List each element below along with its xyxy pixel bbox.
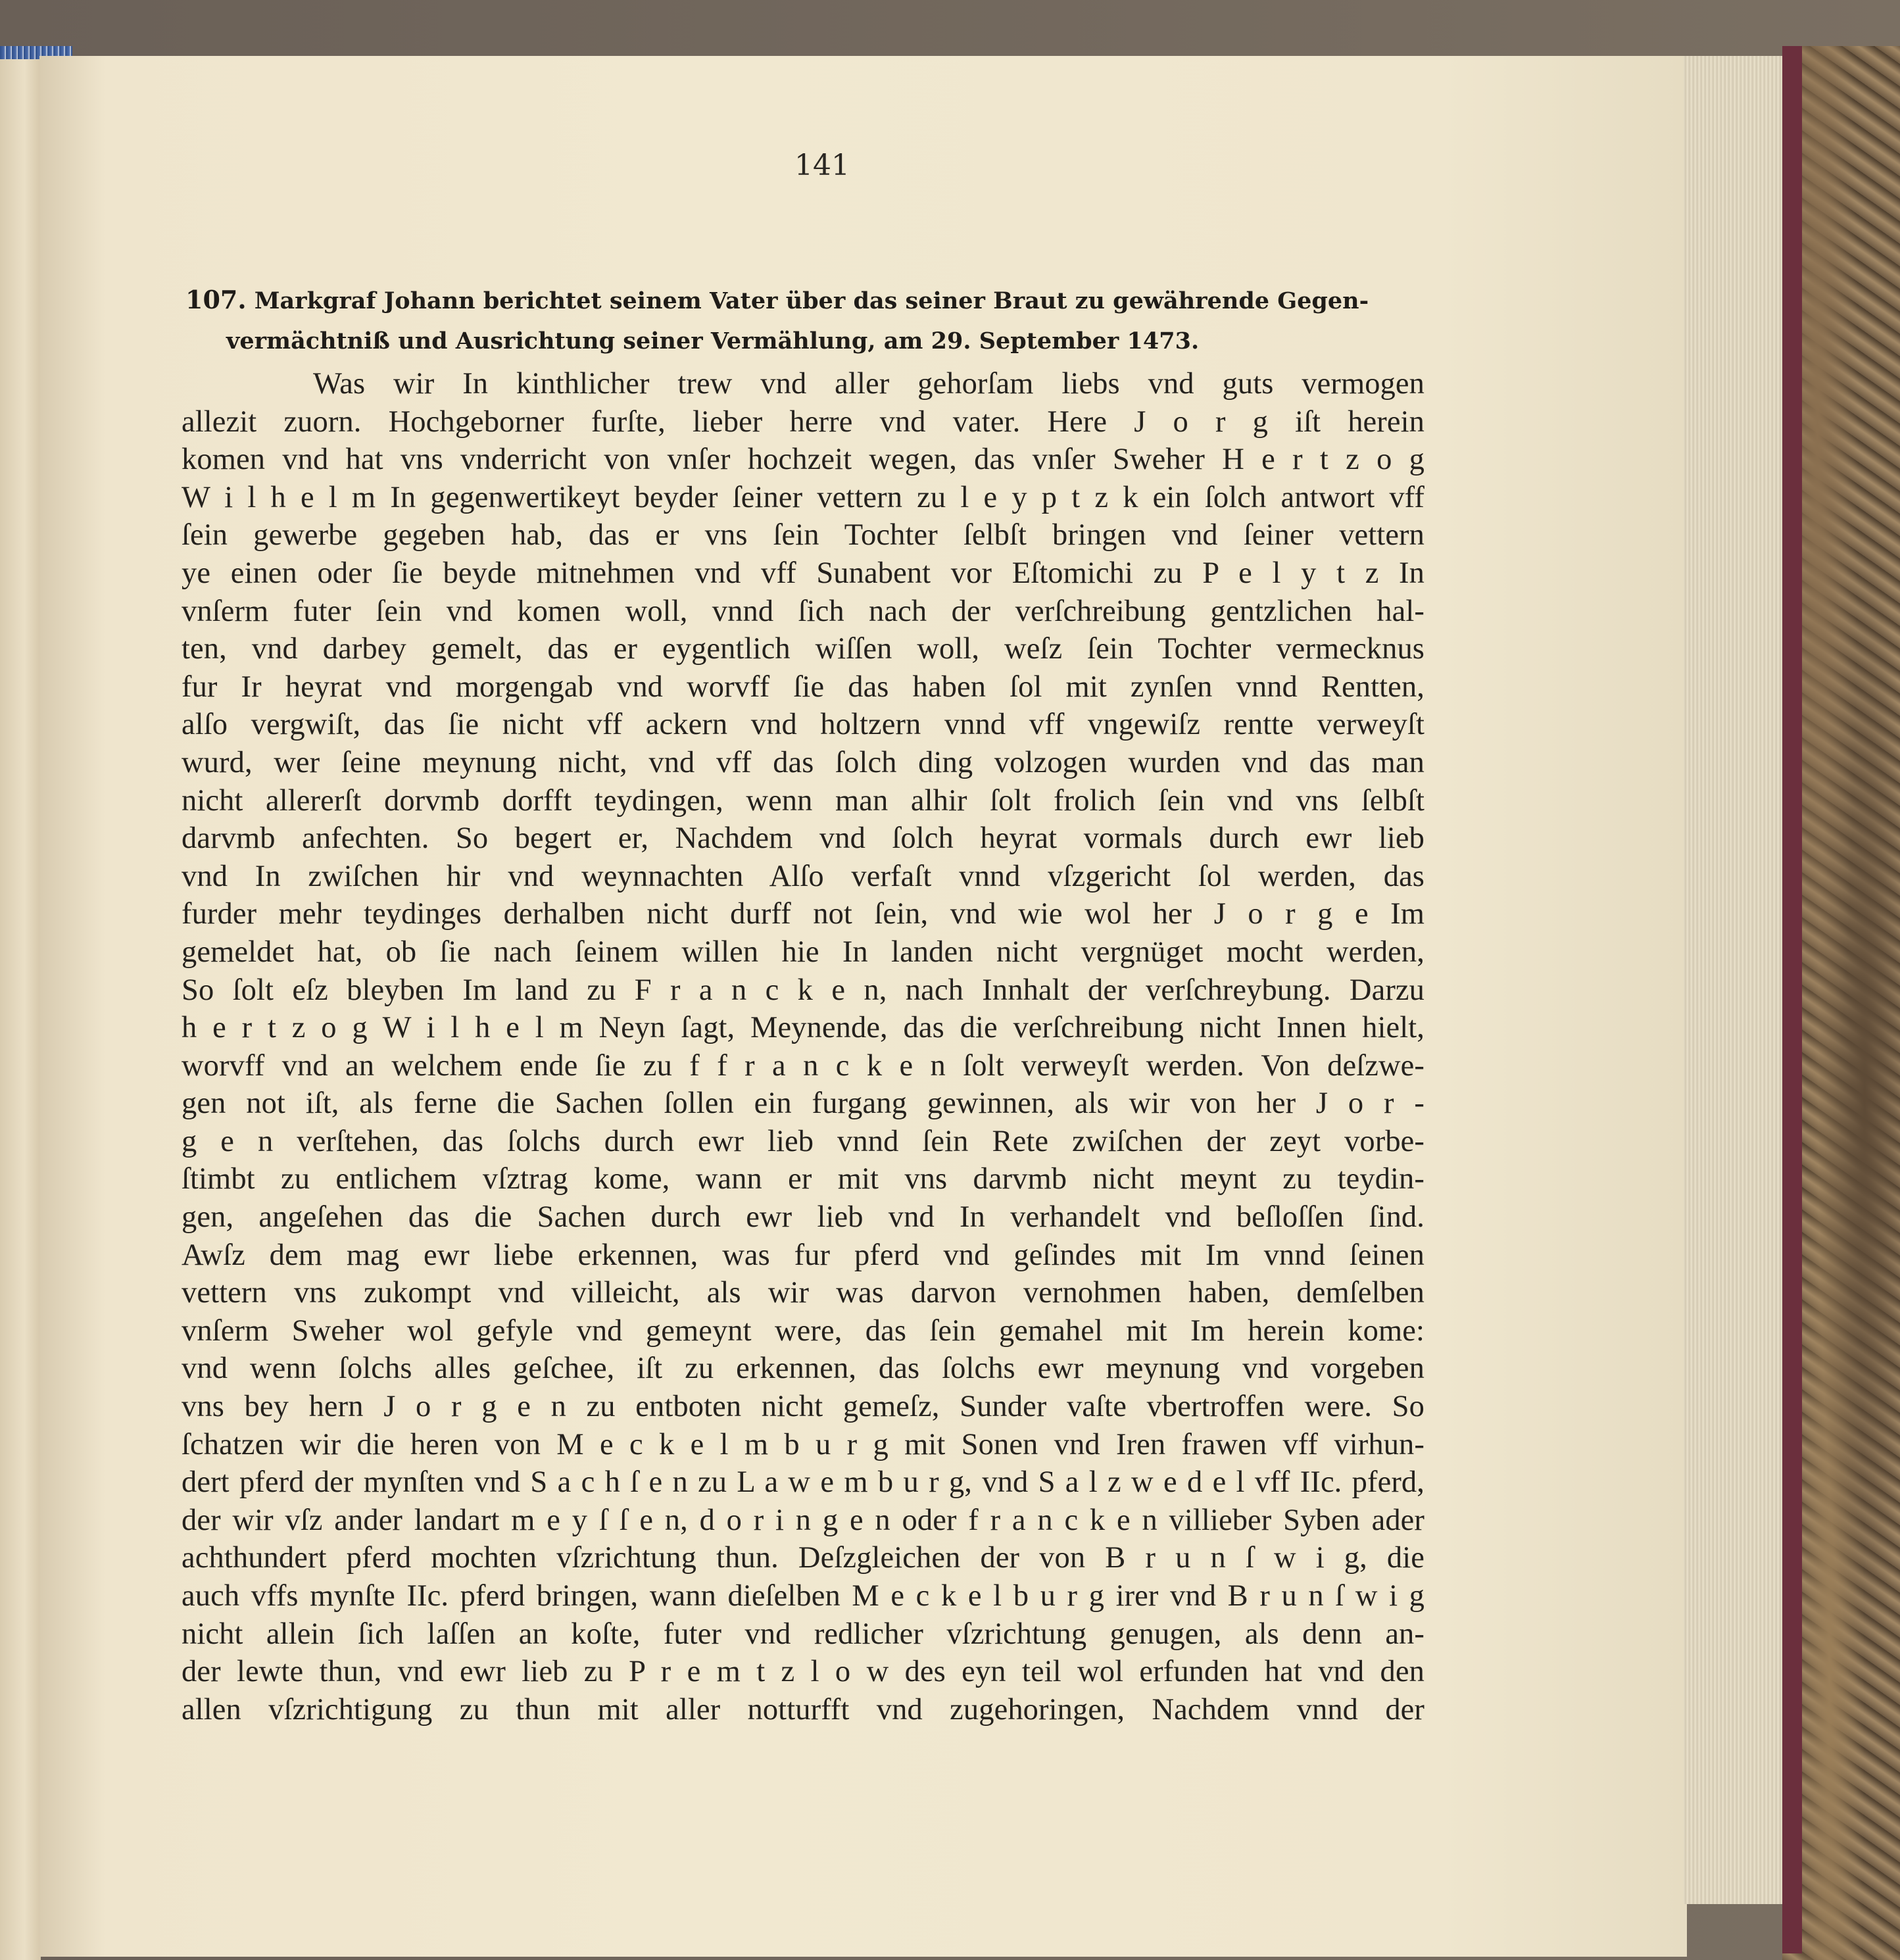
body-line: wurd, wer ſeine meynung nicht, vnd vff das ſolch ding volzogen wurden vnd das man bbox=[182, 745, 1425, 779]
body-line: worvff vnd an welchem ende ſie zu f f r a n c k e n ſolt verweyſt werden. Von deſzwe- bbox=[182, 1048, 1425, 1083]
body-text bbox=[182, 365, 1425, 1728]
body-line: nicht allererſt dorvmb dorfft teydingen, wenn man alhir ſolt frolich ſein vnd vns ſelbſt bbox=[182, 783, 1425, 818]
body-line: furder mehr teydinges derhalben nicht durff not ſein, vnd wie wol her J o r g e Im bbox=[182, 897, 1425, 931]
body-line: auch vffs mynſte IIc. pferd bringen, wann dieſelben M e c k e l b u r g irer vnd B r u n ſ w i g bbox=[182, 1579, 1425, 1613]
body-line: komen vnd hat vns vnderricht von vnſer hochzeit wegen, das vnſer Sweher H e r t z o g bbox=[182, 443, 1425, 477]
heading-line-1 bbox=[185, 280, 1422, 321]
page-edges bbox=[1684, 56, 1784, 1904]
body-line: ſtimbt zu entlichem vſztrag kome, wann er mit vns darvmb nicht meynt zu teydin- bbox=[182, 1162, 1425, 1196]
body-line: alſo vergwiſt, das ſie nicht vff ackern vnd holtzern vnnd vff vngewiſz rentte verweyſt bbox=[182, 708, 1425, 742]
cover-binding-edge bbox=[1782, 46, 1802, 1953]
heading-line-2: vermächtniß und Ausrichtung seiner Vermählung, am 29. September 1473. bbox=[226, 328, 1200, 355]
body-line: vnſerm Sweher wol gefyle vnd gemeynt were, das ſein gemahel mit Im herein kome: bbox=[182, 1313, 1425, 1348]
body-line: nicht allein ſich laſſen an koſte, futer vnd redlicher vſzrichtung genugen, als denn an- bbox=[182, 1617, 1425, 1651]
body-line: vnd wenn ſolchs alles geſchee, iſt zu erkennen, das ſolchs ewr meynung vnd vorgeben bbox=[182, 1352, 1425, 1386]
body-line: dert pferd der mynſten vnd S a c h ſ e n zu L a w e m b u r g, vnd S a l z w e d e l vff IIc. pferd, bbox=[182, 1465, 1425, 1500]
body-line: der wir vſz ander landart m e y ſ ſ e n, d o r i n g e n oder f r a n c k e n villieber Syben ader bbox=[182, 1503, 1425, 1537]
body-line: gemeldet hat, ob ſie nach ſeinem willen hie In landen nicht vergnüget mocht werden, bbox=[182, 935, 1425, 969]
body-line: W i l h e l m In gegenwertikeyt beyder ſeiner vettern zu l e y p t z k ein ſolch antwort vff bbox=[182, 480, 1425, 514]
body-line: achthundert pferd mochten vſzrichtung thun. Deſzgleichen der von B r u n ſ w i g, die bbox=[182, 1541, 1425, 1575]
body-line: darvmb anfechten. So begert er, Nachdem vnd ſolch heyrat vormals durch ewr lieb bbox=[182, 821, 1425, 856]
body-line: der lewte thun, vnd ewr lieb zu P r e m t z l o w des eyn teil wol erfunden hat vnd den bbox=[182, 1655, 1425, 1689]
body-line: ye einen oder ſie beyde mitnehmen vnd vff Sunabent vor Eſtomichi zu P e l y t z In bbox=[182, 556, 1425, 590]
body-line: ten, vnd darbey gemelt, das er eygentlich wiſſen woll, weſz ſein Tochter vermecknus bbox=[182, 632, 1425, 666]
body-line: vnd In zwiſchen hir vnd weynnachten Alſo verfaſt vnnd vſzgericht ſol werden, das bbox=[182, 859, 1425, 893]
document-heading bbox=[185, 280, 1422, 361]
body-line: allen vſzrichtigung zu thun mit aller notturfft vnd zugehoringen, Nachdem vnnd der bbox=[182, 1692, 1425, 1727]
body-line: g e n verſtehen, das ſolchs durch ewr lieb vnnd ſein Rete zwiſchen der zeyt vorbe- bbox=[182, 1124, 1425, 1158]
document-number: 107. bbox=[185, 285, 247, 314]
body-line: ſein gewerbe gegeben hab, das er vns ſein Tochter ſelbſt bringen vnd ſeiner vettern bbox=[182, 518, 1425, 552]
body-line: gen not iſt, als ferne die Sachen ſollen ein furgang gewinnen, als wir von her J o r - bbox=[182, 1087, 1425, 1121]
heading-text-1: Markgraf Johann berichtet seinem Vater über das seiner Braut zu gewährende Gegen- bbox=[254, 287, 1369, 314]
body-line: ſchatzen wir die heren von M e c k e l m b u r g mit Sonen vnd Iren frawen vff virhun- bbox=[182, 1427, 1425, 1461]
body-line: vnſerm futer ſein vnd komen woll, vnnd ſich nach der verſchreibung gentzlichen hal- bbox=[182, 594, 1425, 628]
left-page-edge bbox=[0, 59, 41, 1960]
body-line: Was wir In kinthlicher trew vnd aller gehorſam liebs vnd guts vermogen bbox=[313, 367, 1425, 401]
body-line: h e r t z o g W i l h e l m Neyn ſagt, Meynende, das die verſchreibung nicht Innen hielt, bbox=[182, 1011, 1425, 1045]
body-line: gen, angeſehen das die Sachen durch ewr lieb vnd In verhandelt vnd beſloſſen ſind. bbox=[182, 1200, 1425, 1235]
page-number: 141 bbox=[794, 149, 850, 182]
body-line: vns bey hern J o r g e n zu entboten nicht gemeſz, Sunder vaſte vbertroffen were. So bbox=[182, 1390, 1425, 1424]
body-line: vettern vns zukompt vnd villeicht, als wir was darvon vernohmen haben, demſelben bbox=[182, 1276, 1425, 1310]
body-line: Awſz dem mag ewr liebe erkennen, was fur pferd vnd geſindes mit Im vnnd ſeinen bbox=[182, 1238, 1425, 1272]
body-line: So ſolt eſz bleyben Im land zu F r a n c k e n, nach Innhalt der verſchreybung. Darzu bbox=[182, 973, 1425, 1007]
body-line: fur Ir heyrat vnd morgengab vnd worvff ſie das haben ſol mit zynſen vnnd Rentten, bbox=[182, 670, 1425, 704]
body-line: allezit zuorn. Hochgeborner furſte, lieber herre vnd vater. Here J o r g iſt herein bbox=[182, 404, 1425, 439]
